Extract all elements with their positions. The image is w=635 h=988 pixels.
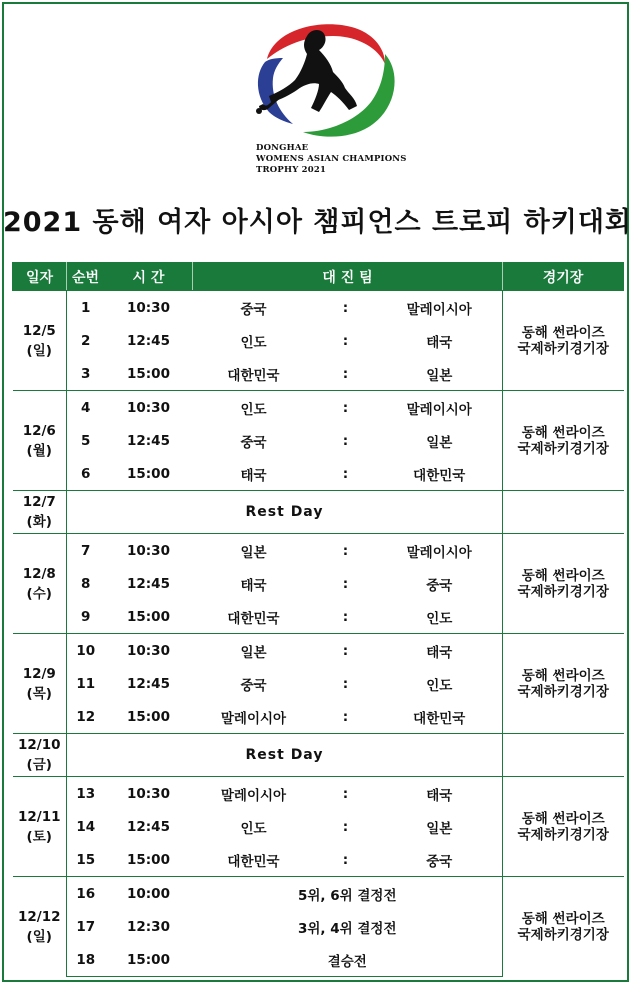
- match-time: 15:00: [127, 708, 170, 725]
- home-team: 인도: [240, 820, 267, 837]
- logo-caption: [256, 143, 407, 176]
- date-label: 12/10: [17, 737, 61, 753]
- away-team: 태국: [377, 777, 503, 811]
- away-team: 대한민국: [413, 710, 466, 727]
- home-team: 태국: [240, 467, 267, 484]
- match-row: [13, 534, 624, 568]
- match-number: 14: [76, 818, 96, 835]
- match-time: 12:45: [127, 818, 170, 835]
- versus-separator: :: [342, 851, 349, 868]
- home-team: 중국: [240, 677, 267, 694]
- venue-cell: [503, 534, 624, 634]
- match-number: 8: [81, 575, 91, 592]
- venue-name-line2: 국제하키경기장: [517, 583, 609, 600]
- match-time: 10:30: [105, 634, 193, 668]
- schedule-header-row: [13, 263, 624, 291]
- match-time: 12:45: [127, 432, 170, 449]
- home-team: 인도: [193, 391, 315, 425]
- match-number: 11: [76, 675, 96, 692]
- venue-name-line2: 국제하키경기장: [517, 826, 609, 843]
- match-label: 결승전: [193, 943, 503, 977]
- header-teams: 대 진 팀: [193, 263, 503, 291]
- hockey-player-logo-icon: [245, 14, 405, 144]
- day-of-week-label: (월): [26, 442, 52, 459]
- logo-caption-line2: WOMENS ASIAN CHAMPIONS: [256, 154, 407, 164]
- match-time: 15:00: [127, 465, 170, 482]
- venue-name-line1: 동해 썬라이즈: [521, 910, 605, 927]
- rest-day-row: [13, 734, 624, 777]
- match-number: 7: [67, 534, 105, 568]
- home-team: 일본: [193, 534, 315, 568]
- match-label: 5위, 6위 결정전: [193, 877, 503, 911]
- match-label: 3위, 4위 결정전: [297, 920, 397, 937]
- date-cell: [13, 291, 67, 391]
- match-time: 10:30: [105, 291, 193, 325]
- day-of-week-label: (일): [26, 928, 52, 945]
- match-time: 10:30: [105, 534, 193, 568]
- venue-name-line2: 국제하키경기장: [517, 683, 609, 700]
- date-label: 12/6: [22, 422, 56, 439]
- day-of-week-label: (토): [26, 828, 52, 845]
- match-time: 15:00: [127, 365, 170, 382]
- venue-name-line1: 동해 썬라이즈: [521, 667, 605, 684]
- match-row: [13, 391, 624, 425]
- schedule-table: [12, 262, 624, 977]
- match-time: 12:45: [127, 332, 170, 349]
- date-cell: [13, 777, 67, 877]
- match-number: 12: [76, 708, 96, 725]
- match-number: 16: [67, 877, 105, 911]
- away-team: 일본: [426, 820, 453, 837]
- match-number: 1: [67, 291, 105, 325]
- away-team: 인도: [426, 677, 453, 694]
- versus-separator: :: [315, 777, 377, 811]
- away-team: 일본: [426, 367, 453, 384]
- away-team: 대한민국: [413, 467, 466, 484]
- match-number: 6: [81, 465, 91, 482]
- venue-cell: [503, 877, 624, 977]
- day-of-week-label: (화): [26, 514, 52, 530]
- match-row: [13, 777, 624, 811]
- match-row: [13, 634, 624, 668]
- page-title: 2021 동해 여자 아시아 챔피언스 트로피 하키대회: [2, 207, 633, 238]
- match-number: 3: [81, 365, 91, 382]
- away-team: 일본: [426, 434, 453, 451]
- rest-day-label: Rest Day: [67, 491, 503, 534]
- header-venue: 경기장: [503, 263, 624, 291]
- match-time: 15:00: [127, 608, 170, 625]
- match-number: 2: [81, 332, 91, 349]
- home-team: 중국: [240, 434, 267, 451]
- versus-separator: :: [342, 608, 349, 625]
- day-of-week-label: (일): [26, 342, 52, 359]
- venue-cell: [503, 291, 624, 391]
- versus-separator: :: [315, 391, 377, 425]
- venue-name-line1: 동해 썬라이즈: [521, 567, 605, 584]
- away-team: 태국: [377, 634, 503, 668]
- date-label: 12/7: [22, 494, 56, 510]
- match-time: 15:00: [105, 943, 193, 977]
- away-team: 중국: [426, 853, 453, 870]
- match-time: 10:30: [105, 777, 193, 811]
- home-team: 일본: [193, 634, 315, 668]
- versus-separator: :: [315, 534, 377, 568]
- versus-separator: :: [342, 708, 349, 725]
- versus-separator: :: [342, 575, 349, 592]
- date-cell: [13, 877, 67, 977]
- venue-name-line1: 동해 썬라이즈: [521, 324, 605, 341]
- versus-separator: :: [342, 818, 349, 835]
- venue-name-line2: 국제하키경기장: [517, 440, 609, 457]
- home-team: 인도: [240, 334, 267, 351]
- match-number: 17: [76, 918, 96, 935]
- venue-name-line1: 동해 썬라이즈: [521, 810, 605, 827]
- home-team: 말레이시아: [193, 777, 315, 811]
- venue-cell: [503, 777, 624, 877]
- match-time: 12:45: [127, 575, 170, 592]
- match-number: 15: [76, 851, 96, 868]
- rest-day-label: Rest Day: [67, 734, 503, 777]
- match-time: 12:30: [127, 918, 170, 935]
- date-label: 12/9: [22, 665, 56, 682]
- versus-separator: :: [342, 675, 349, 692]
- day-of-week-label: (금): [26, 757, 52, 773]
- home-team: 대한민국: [227, 610, 280, 627]
- rest-day-row: [13, 491, 624, 534]
- venue-cell-empty: [503, 734, 624, 777]
- venue-name-line1: 동해 썬라이즈: [521, 424, 605, 441]
- header-no: 순번: [67, 263, 105, 291]
- match-row: [13, 877, 624, 911]
- match-number: 5: [81, 432, 91, 449]
- match-time: 15:00: [127, 851, 170, 868]
- header-date: 일자: [13, 263, 67, 291]
- home-team: 말레이시아: [220, 710, 287, 727]
- venue-name-line2: 국제하키경기장: [517, 340, 609, 357]
- date-cell: [13, 634, 67, 734]
- date-label: 12/5: [22, 322, 56, 339]
- versus-separator: :: [342, 465, 349, 482]
- away-team: 인도: [426, 610, 453, 627]
- day-of-week-label: (수): [26, 585, 52, 602]
- logo-caption-line3: TROPHY 2021: [256, 165, 327, 175]
- home-team: 중국: [193, 291, 315, 325]
- date-label: 12/12: [17, 908, 61, 925]
- versus-separator: :: [342, 365, 349, 382]
- match-time: 10:30: [105, 391, 193, 425]
- date-cell: [13, 734, 67, 777]
- venue-name-line2: 국제하키경기장: [517, 926, 609, 943]
- match-row: [13, 291, 624, 325]
- home-team: 태국: [240, 577, 267, 594]
- date-cell: [13, 491, 67, 534]
- versus-separator: :: [315, 634, 377, 668]
- date-label: 12/11: [17, 808, 61, 825]
- match-number: 18: [67, 943, 105, 977]
- home-team: 대한민국: [227, 367, 280, 384]
- versus-separator: :: [315, 291, 377, 325]
- schedule-body: [13, 291, 624, 977]
- logo-caption-line1: DONGHAE: [256, 143, 309, 153]
- match-number: 4: [67, 391, 105, 425]
- date-cell: [13, 391, 67, 491]
- venue-cell-empty: [503, 491, 624, 534]
- match-time: 10:00: [105, 877, 193, 911]
- away-team: 말레이시아: [377, 291, 503, 325]
- away-team: 중국: [426, 577, 453, 594]
- match-time: 12:45: [127, 675, 170, 692]
- match-number: 13: [67, 777, 105, 811]
- header-time: 시 간: [105, 263, 193, 291]
- away-team: 말레이시아: [377, 534, 503, 568]
- versus-separator: :: [342, 332, 349, 349]
- venue-cell: [503, 634, 624, 734]
- day-of-week-label: (목): [26, 685, 52, 702]
- away-team: 태국: [426, 334, 453, 351]
- date-label: 12/8: [22, 565, 56, 582]
- home-team: 대한민국: [227, 853, 280, 870]
- venue-cell: [503, 391, 624, 491]
- versus-separator: :: [342, 432, 349, 449]
- match-number: 9: [81, 608, 91, 625]
- match-number: 10: [67, 634, 105, 668]
- date-cell: [13, 534, 67, 634]
- away-team: 말레이시아: [377, 391, 503, 425]
